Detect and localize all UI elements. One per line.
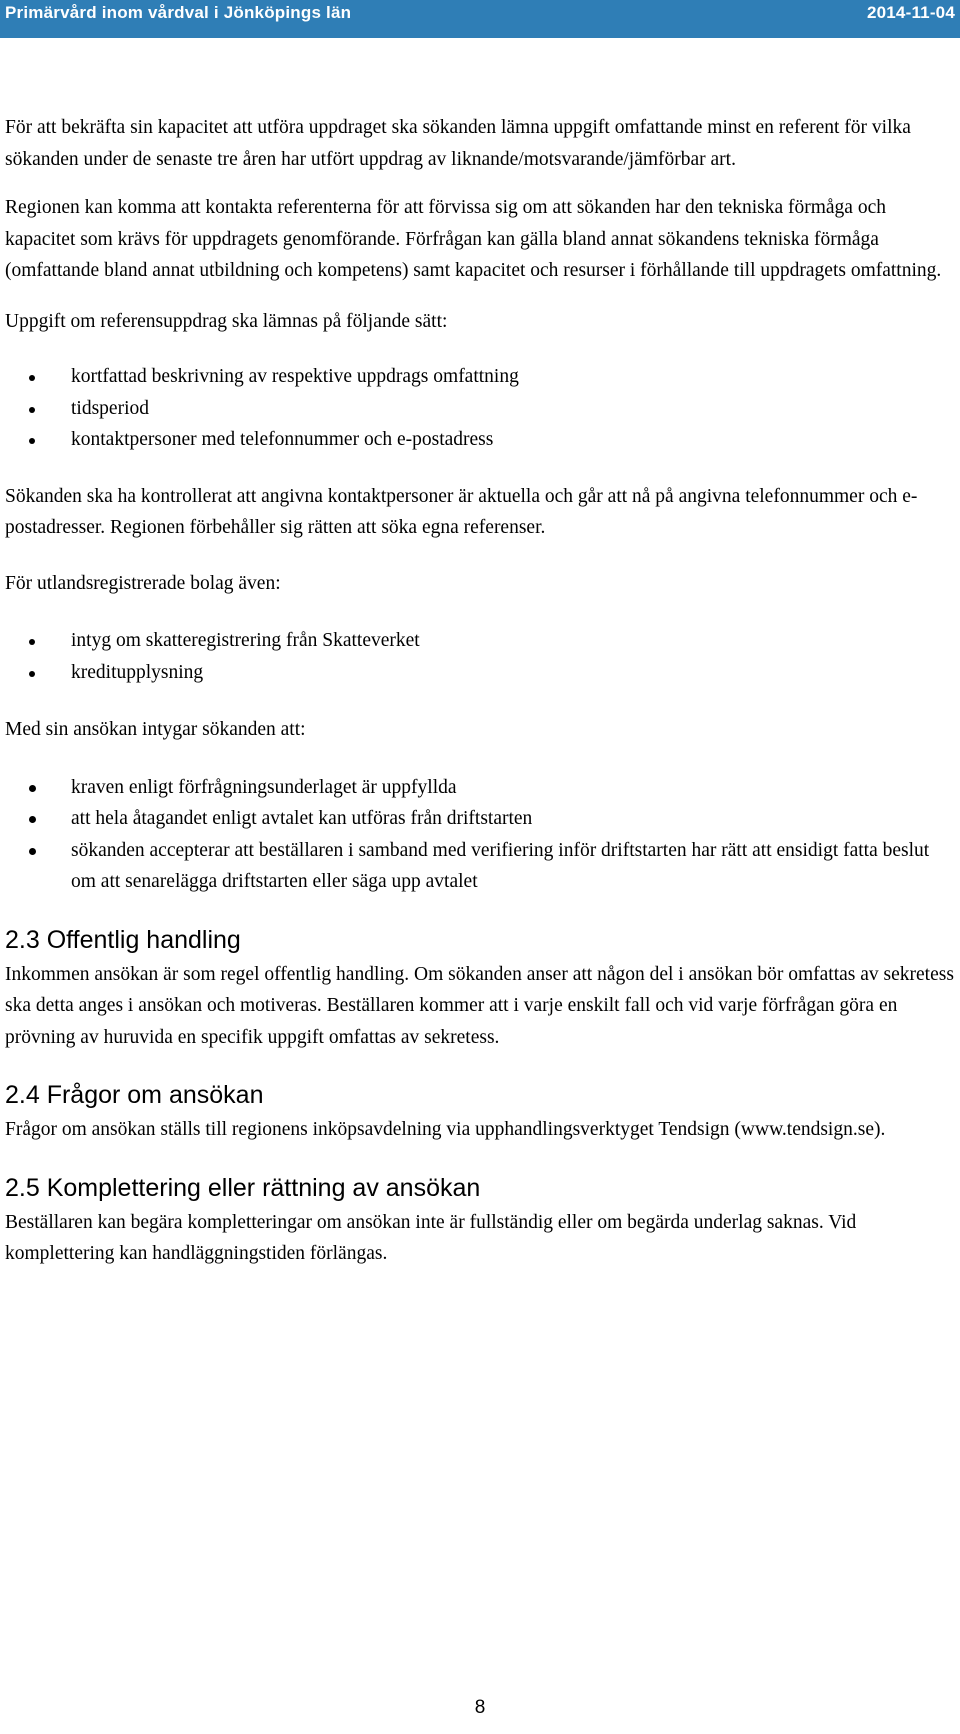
- list-item: tidsperiod: [5, 393, 955, 425]
- reference-info-list: [5, 361, 955, 456]
- bullet-icon: [29, 375, 35, 381]
- bullet-icon: [29, 671, 35, 677]
- paragraph-reference-format: Uppgift om referensuppdrag ska lämnas på följande sätt:: [5, 310, 448, 332]
- paragraph-contact-references: Regionen kan komma att kontakta referenterna för att förvissa sig om att sökanden har den tekniska förmåga och kapacitet som krävs för uppdragets genomförande. Förfrågan kan gälla bland annat sökandens tekniska förmåga (omfattande bland annat utbildning och kompetens) samt kapacitet och resurser i förhållande till uppdragets omfattning.: [5, 197, 942, 281]
- bullet-icon: [29, 785, 36, 792]
- list-item: att hela åtagandet enligt avtalet kan utföras från driftstarten: [5, 803, 955, 835]
- bullet-icon: [29, 848, 36, 855]
- list-item: intyg om skatteregistrering från Skatteverket: [5, 625, 955, 657]
- bullet-icon: [29, 639, 35, 645]
- paragraph-foreign-companies: För utlandsregistrerade bolag även:: [5, 572, 281, 594]
- section-heading-public-document: 2.3 Offentlig handling: [5, 925, 241, 954]
- section-heading-supplement: 2.5 Komplettering eller rättning av ansökan: [5, 1173, 481, 1202]
- page-header: [0, 0, 960, 38]
- page-number: 8: [474, 1697, 486, 1718]
- certification-list: [5, 772, 955, 898]
- section-body-supplement: Beställaren kan begära kompletteringar om ansökan inte är fullständig eller om begärda underlag saknas. Vid komplettering kan handläggningstiden förlängas.: [5, 1211, 857, 1264]
- list-item: kortfattad beskrivning av respektive uppdrags omfattning: [5, 361, 955, 393]
- paragraph-verify-contacts: Sökanden ska ha kontrollerat att angivna kontaktpersoner är aktuella och går att nå på angivna telefonnummer och e-postadresser. Regionen förbehåller sig rätten att söka egna referenser.: [5, 485, 918, 538]
- header-title: Primärvård inom vårdval i Jönköpings län: [5, 3, 352, 22]
- list-item: kreditupplysning: [5, 657, 955, 689]
- bullet-icon: [29, 407, 35, 413]
- document-body: [5, 112, 955, 1270]
- section-body-public-document: Inkommen ansökan är som regel offentlig handling. Om sökanden anser att någon del i ansökan bör omfattas av sekretess ska detta anges i ansökan och motiveras. Beställaren kommer att i varje enskilt fall och vid varje förfrågan göra en prövning av huruvida en specifik uppgift omfattas av sekretess.: [5, 963, 954, 1048]
- section-heading-questions: 2.4 Frågor om ansökan: [5, 1081, 264, 1109]
- bullet-icon: [29, 438, 35, 444]
- paragraph-applicant-certifies: Med sin ansökan intygar sökanden att:: [5, 719, 306, 740]
- list-item: kraven enligt förfrågningsunderlaget är uppfyllda: [5, 772, 955, 804]
- list-item: kontaktpersoner med telefonnummer och e-postadress: [5, 424, 955, 456]
- bullet-icon: [29, 816, 36, 823]
- paragraph-reference-requirement: För att bekräfta sin kapacitet att utföra uppdraget ska sökanden lämna uppgift omfattande minst en referent för vilka sökanden under de senaste tre åren har utfört uppdrag av liknande/motsvarande/jämförbar art.: [5, 117, 911, 170]
- foreign-companies-list: [5, 625, 955, 688]
- list-item: sökanden accepterar att beställaren i samband med verifiering inför driftstarten har rätt att ensidigt fatta beslut om att senarelägga driftstarten eller säga upp avtalet: [5, 835, 955, 898]
- header-date: 2014-11-04: [866, 3, 955, 22]
- section-body-questions: Frågor om ansökan ställs till regionens inköpsavdelning via upphandlingsverktyget Tendsign (www.tendsign.se).: [5, 1119, 886, 1140]
